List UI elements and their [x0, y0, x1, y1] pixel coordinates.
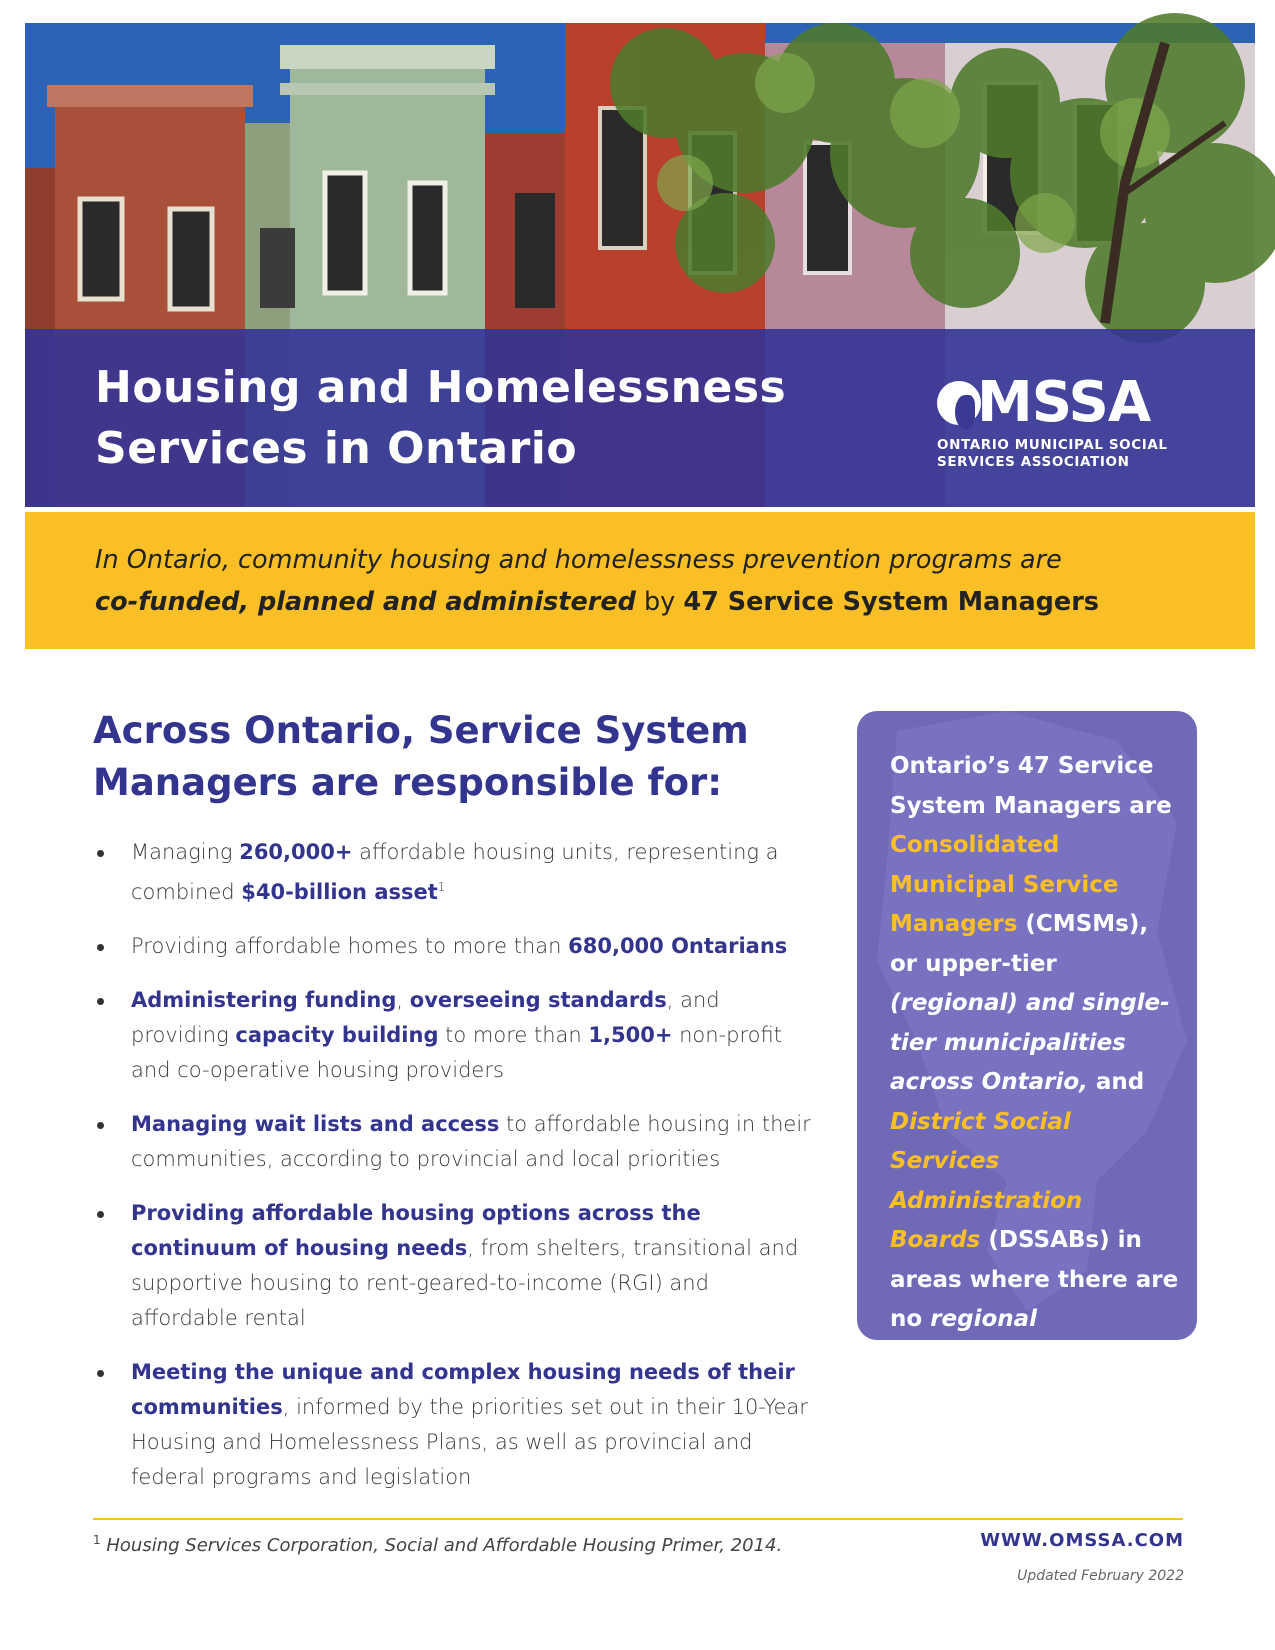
bullet-icon: [97, 998, 104, 1005]
list-item: Managing 260,000+ affordable housing units, representing a combined $40-billion asset$^1$: [93, 835, 813, 910]
intro-line-2: [95, 581, 1215, 623]
footnote: [93, 1533, 782, 1556]
website-link-wrap: [970, 1530, 1184, 1551]
intro-emphasis: co-funded, planned and administered: [95, 587, 636, 617]
website-link[interactable]: WWW.OMSSA.COM: [980, 1530, 1184, 1551]
page-title: [95, 357, 786, 479]
intro-line-1: In Ontario, community housing and homelessness prevention programs are: [95, 545, 1062, 575]
bullet-icon: [97, 1122, 104, 1129]
list-item: Administering funding, overseeing standards, and providing capacity building to more than 1,500+ non-profit and co-operative housing providers: [93, 983, 813, 1088]
intro-band: [25, 512, 1255, 649]
bullet-icon: [97, 1211, 104, 1218]
title-line-1: Housing and Homelessness: [95, 362, 787, 413]
list-item: Providing affordable homes to more than 680,000 Ontarians: [93, 929, 813, 964]
section-heading-line-2: Managers are responsible for:: [93, 761, 723, 804]
list-item: Managing wait lists and access to affordable housing in their communities, according to provincial and local priorities: [93, 1107, 813, 1177]
sidebar-callout: [857, 711, 1197, 1411]
logo-subtitle-line-1: ONTARIO MUNICIPAL SOCIAL: [937, 437, 1168, 453]
list-item: Providing affordable housing options across the continuum of housing needs, from shelters, transitional and supportive housing to rent-geared-to-income (RGI) and affordable rental: [93, 1196, 813, 1336]
omssa-logo-mark-icon: [937, 381, 981, 425]
section-heading-line-1: Across Ontario, Service System: [93, 709, 749, 752]
footnote-ref: 1: [437, 880, 446, 894]
title-band: [25, 329, 1255, 507]
section-heading: [93, 705, 813, 809]
intro-managers-count: 47 Service System Managers: [683, 587, 1099, 617]
intro-text: [95, 539, 1215, 623]
logo-wordmark: MSSA: [977, 370, 1151, 435]
sidebar-text: Ontario’s 47 Service System Managers are Consolidated Municipal Service Managers (CMSMs), or upper-tier (regional) and single-tier municipalities across Ontario, and District Social Services Administration Boards (DSSABs) in areas where there are no regional municipalities in Ontario’s north: [890, 753, 1179, 1411]
footnote-text: Housing Services Corporation, Social and Affordable Housing Primer, 2014.: [106, 1535, 783, 1556]
bullet-icon: [97, 944, 104, 951]
logo-subtitle-line-2: SERVICES ASSOCIATION: [937, 454, 1130, 470]
title-line-2: Services in Ontario: [95, 423, 578, 474]
updated-date: Updated February 2022: [1017, 1568, 1184, 1584]
list-item: Meeting the unique and complex housing needs of their communities, informed by the priorities set out in their 10-Year Housing and Homelessness Plans, as well as provincial and federal programs and legislation: [93, 1355, 813, 1495]
logo-subtitle: [937, 437, 1168, 471]
footer-divider: [93, 1518, 1183, 1520]
hero-banner: [25, 23, 1255, 507]
bullet-icon: [97, 1370, 104, 1377]
intro-connector: by: [635, 587, 684, 617]
responsibilities-list: [93, 835, 813, 1514]
bullet-icon: [97, 850, 104, 857]
footnote-number: 1: [93, 1533, 101, 1547]
